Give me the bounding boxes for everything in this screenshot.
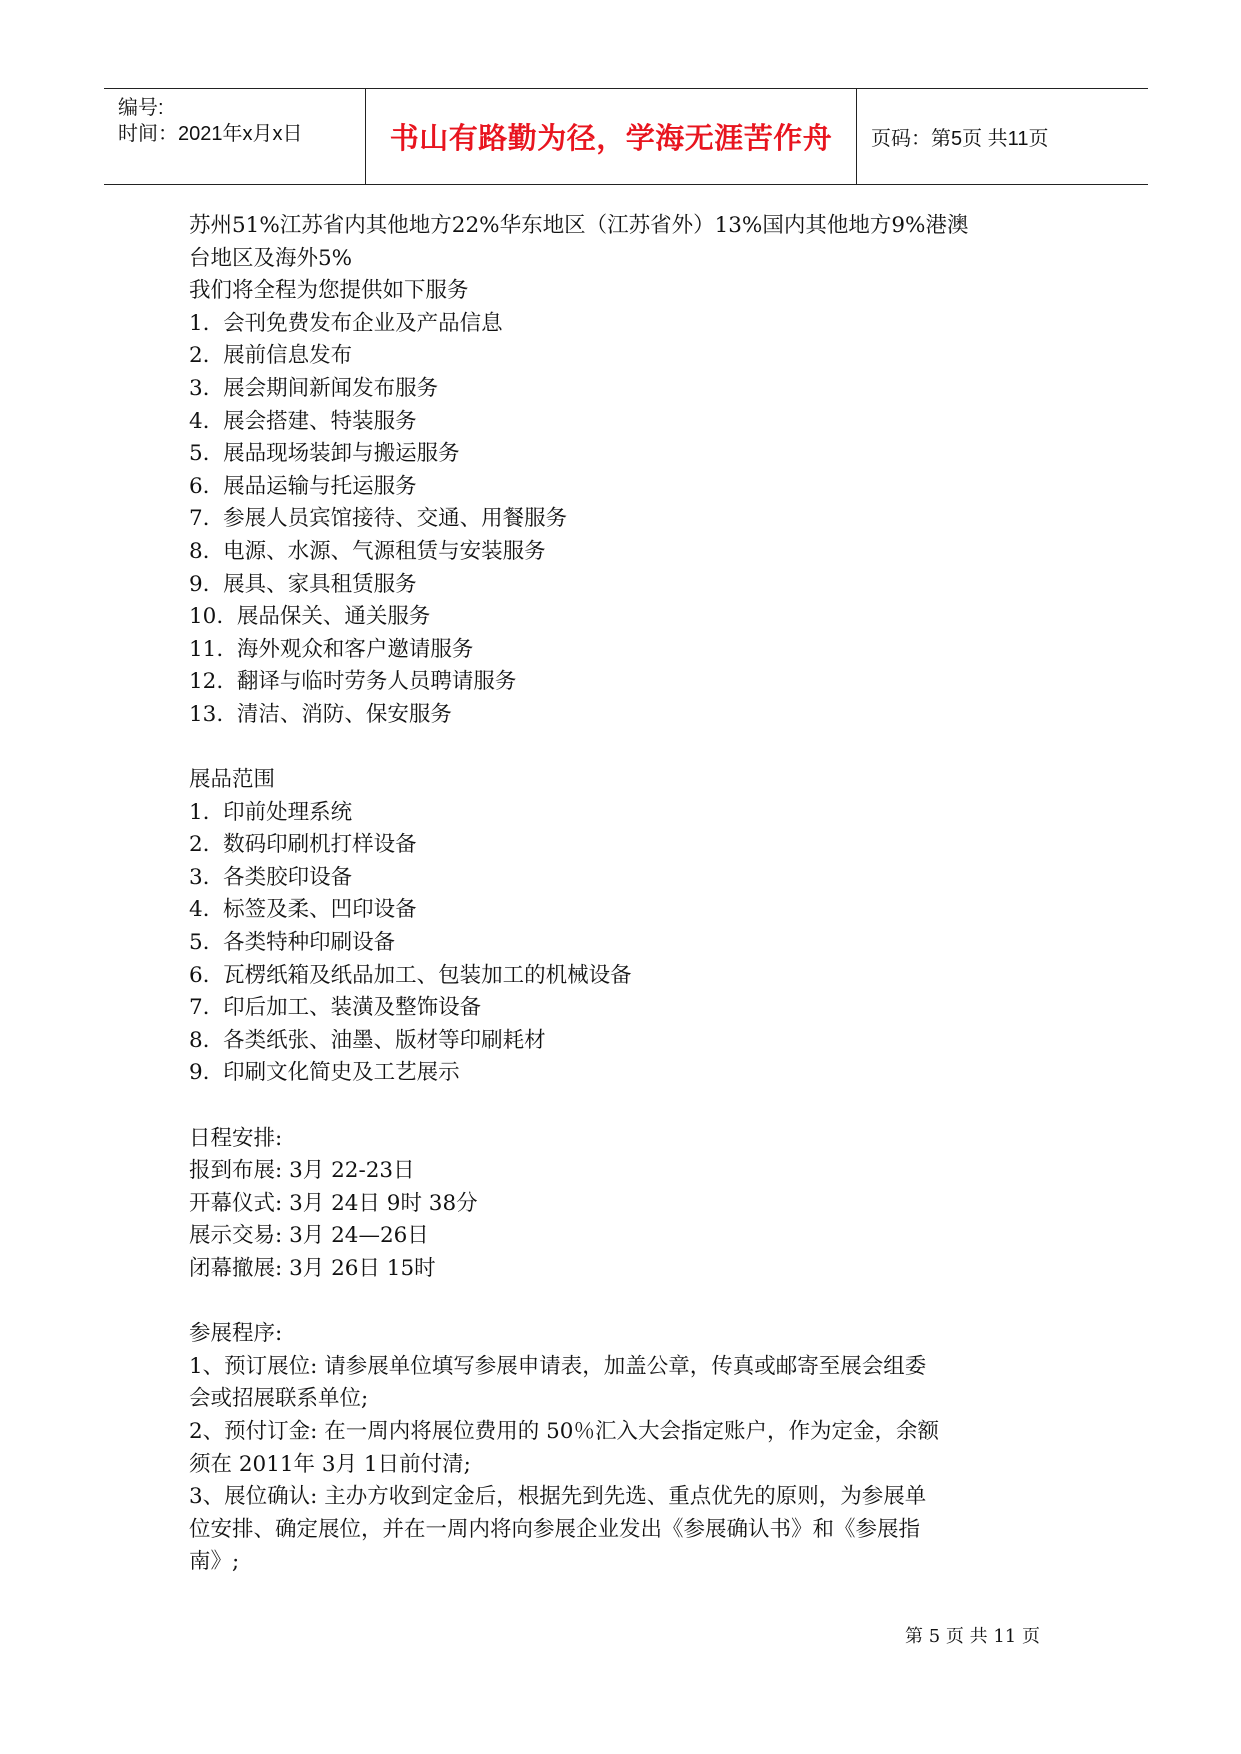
exhibits-title: 展品范围 bbox=[189, 767, 276, 793]
service-item: 2. 展前信息发布 bbox=[189, 343, 353, 369]
exhibit-item: 5. 各类特种印刷设备 bbox=[189, 930, 396, 956]
service-item: 9. 展具、家具租赁服务 bbox=[189, 571, 417, 597]
service-item: 6. 展品运输与托运服务 bbox=[189, 473, 417, 499]
procedure-line: 位安排、确定展位，并在一周内将向参展企业发出《参展确认书》和《参展指 bbox=[189, 1516, 921, 1542]
schedule-item: 闭幕撤展: 3月 26日 15时 bbox=[189, 1256, 436, 1281]
procedure-line: 会或招展联系单位; bbox=[189, 1386, 369, 1412]
exhibit-item: 9. 印刷文化简史及工艺展示 bbox=[189, 1060, 460, 1086]
document-time: 时间：2021年x月x日 bbox=[118, 123, 303, 145]
header-meta bbox=[104, 89, 366, 184]
header-motto: 书山有路勤为径，学海无涯苦作舟 bbox=[366, 89, 857, 184]
schedule-item: 开幕仪式: 3月 24日 9时 38分 bbox=[189, 1190, 478, 1216]
schedule-item: 展示交易: 3月 24—26日 bbox=[189, 1223, 429, 1249]
service-item: 4. 展会搭建、特装服务 bbox=[189, 408, 417, 434]
service-item: 11. 海外观众和客户邀请服务 bbox=[189, 636, 474, 662]
schedule-title: 日程安排: bbox=[189, 1125, 283, 1151]
document-body bbox=[189, 210, 1069, 1579]
intro-line: 苏州51%江苏省内其他地方22%华东地区（江苏省外）13%国内其他地方9%港澳 bbox=[189, 213, 969, 238]
exhibit-item: 2. 数码印刷机打样设备 bbox=[189, 832, 417, 858]
service-item: 7. 参展人员宾馆接待、交通、用餐服务 bbox=[189, 506, 568, 532]
page-header bbox=[104, 88, 1148, 185]
procedure-line: 南》; bbox=[189, 1549, 240, 1575]
service-item: 13. 清洁、消防、保安服务 bbox=[189, 701, 452, 727]
document-code: 编号: bbox=[118, 97, 164, 119]
exhibit-item: 4. 标签及柔、凹印设备 bbox=[189, 897, 417, 923]
page-footer: 第 5 页 共 11 页 bbox=[905, 1626, 1040, 1647]
exhibit-item: 8. 各类纸张、油墨、版材等印刷耗材 bbox=[189, 1027, 546, 1053]
service-item: 8. 电源、水源、气源租赁与安装服务 bbox=[189, 538, 546, 564]
service-item: 3. 展会期间新闻发布服务 bbox=[189, 375, 439, 401]
service-item: 10. 展品保关、通关服务 bbox=[189, 604, 431, 630]
services-title: 我们将全程为您提供如下服务 bbox=[189, 278, 469, 304]
procedure-line: 2、预付订金: 在一周内将展位费用的 50％汇入大会指定账户，作为定金，余额 bbox=[189, 1418, 939, 1444]
service-item: 5. 展品现场装卸与搬运服务 bbox=[189, 441, 460, 467]
exhibit-item: 7. 印后加工、装潢及整饰设备 bbox=[189, 995, 482, 1021]
exhibit-item: 3. 各类胶印设备 bbox=[189, 864, 353, 890]
service-item: 12. 翻译与临时劳务人员聘请服务 bbox=[189, 669, 517, 695]
procedure-title: 参展程序: bbox=[189, 1321, 283, 1347]
procedure-line: 须在 2011年 3月 1日前付清; bbox=[189, 1451, 471, 1477]
header-page-number: 页码：第5页 共11页 bbox=[871, 128, 1049, 150]
service-item: 1. 会刊免费发布企业及产品信息 bbox=[189, 310, 503, 336]
procedure-line: 1、预订展位: 请参展单位填写参展申请表，加盖公章，传真或邮寄至展会组委 bbox=[189, 1353, 927, 1379]
exhibit-item: 1. 印前处理系统 bbox=[189, 799, 353, 825]
exhibit-item: 6. 瓦楞纸箱及纸品加工、包装加工的机械设备 bbox=[189, 962, 632, 988]
procedure-line: 3、展位确认: 主办方收到定金后，根据先到先选、重点优先的原则，为参展单 bbox=[189, 1484, 927, 1510]
intro-line: 台地区及海外5% bbox=[189, 245, 353, 271]
schedule-item: 报到布展: 3月 22-23日 bbox=[189, 1158, 415, 1184]
